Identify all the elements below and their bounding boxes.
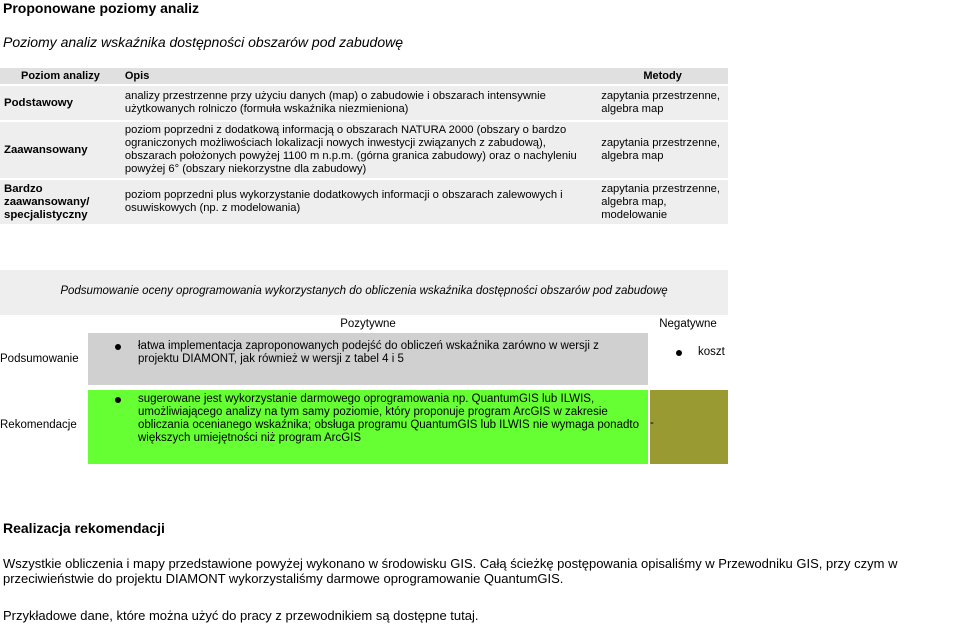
recommendations-negative-cell [650,390,728,464]
bullet-icon [115,397,121,403]
row-methods: zapytania przestrzenne, algebra map, modelowanie [597,180,728,226]
table-header-row [0,68,728,86]
table-row [0,122,728,180]
recommendations-row-label: Rekomendacje [0,419,77,431]
recommendations-positive-text: sugerowane jest wykorzystanie darmowego oprogramowania np. QuantumGIS lub ILWIS, umożliwiającego analizy na tym samy poziomie, który proponuje program ArcGIS w zakresie obliczania ocenianego wskaźnika; obsługa programu QuantumGIS lub ILWIS nie wymaga ponadto większych umiejętności niż program ArcGIS [138,393,639,444]
table-row [0,86,728,122]
row-level: Bardzo zaawansowany/ specjalistyczny [0,180,121,226]
row-methods: zapytania przestrzenne, algebra map [597,86,728,122]
header-methods: Metody [597,68,728,86]
row-methods: zapytania przestrzenne, algebra map [597,122,728,180]
section-title: Realizacja rekomendacji [3,520,165,536]
table-row [0,180,728,226]
page-subtitle: Poziomy analiz wskaźnika dostępności obszarów pod zabudowę [3,34,403,50]
levels-table [0,68,728,226]
recommendations-negative-text: - [650,417,654,429]
header-desc: Opis [121,68,597,86]
section-paragraph: Wszystkie obliczenia i mapy przedstawione powyżej wykonano w środowisku GIS. Całą ścieżkę postępowania opisaliśmy w Przewodniku GIS, przy czym w przeciwieństwie do projektu DIAMONT wykorzystaliśmy darmowe oprogramowanie QuantumGIS. [3,556,898,586]
positive-header: Pozytywne [340,318,396,330]
row-desc: analizy przestrzenne przy użyciu danych (map) o zabudowie i obszarach intensywnie użytkowanych rolniczo (formuła wskaźnika niezmieniona) [121,86,597,122]
row-level: Podstawowy [0,86,121,122]
summary-positive-text: łatwa implementacja zaproponowanych podejść do obliczeń wskaźnika zarówno w wersji z projektu DIAMONT, jak również w wersji z tabel 4 i 5 [138,340,599,365]
negative-header: Negatywne [659,318,717,330]
page-title: Proponowane poziomy analiz [3,0,200,16]
row-desc: poziom poprzedni plus wykorzystanie dodatkowych informacji o obszarach zalewowych i osuwiskowych (np. z modelowania) [121,180,597,226]
row-desc: poziom poprzedni z dodatkową informacją o obszarach NATURA 2000 (obszary o bardzo ograniczonych możliwościach lokalizacji nowych inwestycji związanych z zabudową), obszarach położonych powyżej 1100 m n.p.m. (górna granica zabudowy) oraz o nachyleniu powyżej 6° (obszary niekorzystne dla zabudowy) [121,122,597,180]
summary-title: Podsumowanie oceny oprogramowania wykorzystanych do obliczenia wskaźnika dostępności obszarów pod zabudowę [60,285,668,297]
bullet-icon [115,344,121,350]
row-level: Zaawansowany [0,122,121,180]
summary-row-label: Podsumowanie [0,353,79,365]
section-paragraph-link: Przykładowe dane, które można użyć do pracy z przewodnikiem są dostępne tutaj. [3,608,479,623]
summary-negative-text: koszt [698,346,725,358]
header-level: Poziom analizy [0,68,121,86]
bullet-icon [676,350,682,356]
summary-negative-cell [650,333,728,385]
